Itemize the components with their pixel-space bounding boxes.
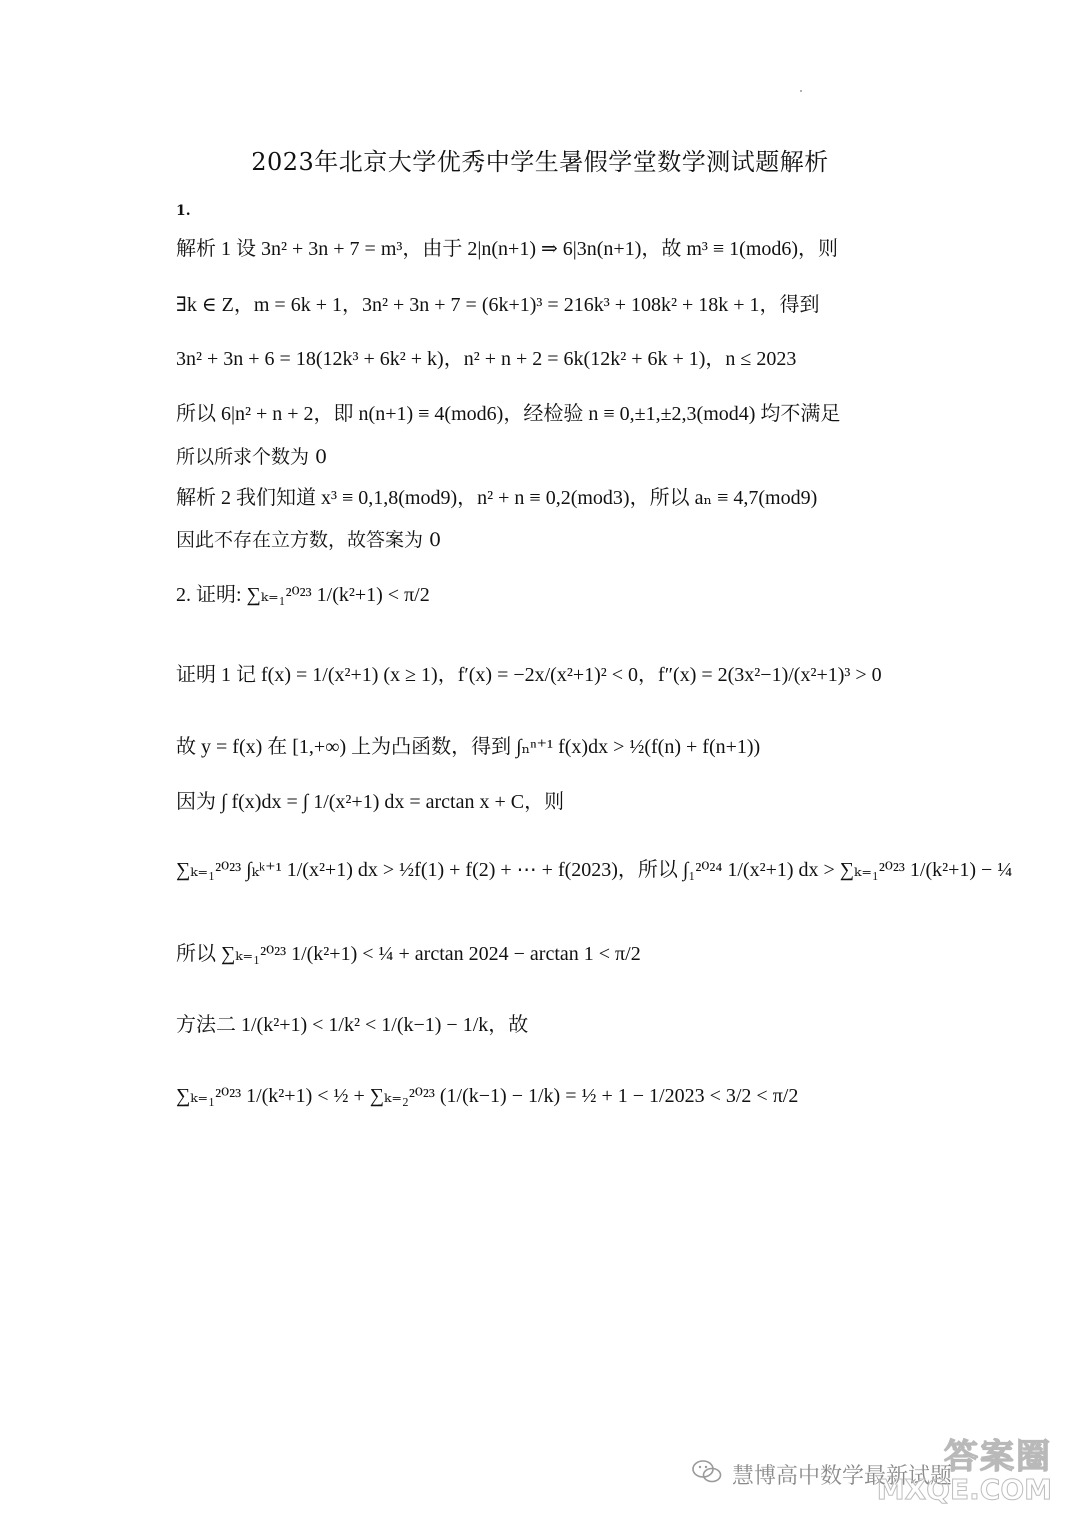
- watermark: [692, 1439, 1052, 1509]
- solution-2-line-1: 解析 2 我们知道 x³ ≡ 0,1,8(mod9)，n² + n ≡ 0,2(mod3)，所以 aₙ ≡ 4,7(mod9): [176, 487, 818, 509]
- watermark-logo-text: 答案圈: [944, 1437, 1052, 1477]
- proof-1-line-3: 因为 ∫ f(x)dx = ∫ 1/(x²+1) dx = arctan x + C，则: [176, 791, 565, 813]
- solution-2-conclusion: 因此不存在立方数，故答案为 0: [176, 529, 442, 551]
- watermark-account: 慧博高中数学最新试题: [732, 1464, 953, 1489]
- solution-1-line-3: 3n² + 3n + 6 = 18(12k³ + 6k² + k)，n² + n + 2 = 6k(12k² + 6k + 1)，n ≤ 2023: [176, 348, 797, 370]
- solution-1-conclusion: 所以所求个数为 0: [176, 446, 328, 468]
- solution-1-line-4: 所以 6|n² + n + 2，即 n(n+1) ≡ 4(mod6)，经检验 n ≡ 0,±1,±2,3(mod4) 均不满足: [176, 403, 841, 425]
- stray-dot: [800, 90, 802, 92]
- solution-1-line-1: 解析 1 设 3n² + 3n + 7 = m³，由于 2|n(n+1) ⇒ 6|3n(n+1)，故 m³ ≡ 1(mod6)，则: [176, 238, 839, 260]
- proof-1-line-4: ∑ₖ₌₁²⁰²³ ∫ₖᵏ⁺¹ 1/(x²+1) dx > ½f(1) + f(2) + ⋯ + f(2023)，所以 ∫₁²⁰²⁴ 1/(x²+1) dx > ∑ₖ₌₁²⁰²³ 1/(k²+1) − ¼: [176, 859, 1013, 881]
- method-2-line-1: 方法二 1/(k²+1) < 1/k² < 1/(k−1) − 1/k，故: [176, 1014, 529, 1036]
- page-title: 2023年北京大学优秀中学生暑假学堂数学测试题解析: [251, 148, 829, 176]
- watermark-site: MXQE.COM: [876, 1473, 1052, 1506]
- method-2-line-2: ∑ₖ₌₁²⁰²³ 1/(k²+1) < ½ + ∑ₖ₌₂²⁰²³ (1/(k−1) − 1/k) = ½ + 1 − 1/2023 < 3/2 < π/2: [176, 1085, 799, 1107]
- solution-1-line-2: ∃k ∈ Z，m = 6k + 1，3n² + 3n + 7 = (6k+1)³ = 216k³ + 108k² + 18k + 1，得到: [176, 294, 820, 316]
- problem-1-number: 1.: [176, 203, 191, 219]
- proof-1-line-2: 故 y = f(x) 在 [1,+∞) 上为凸函数，得到 ∫ₙⁿ⁺¹ f(x)dx > ½(f(n) + f(n+1)): [176, 736, 761, 758]
- wechat-icon: [692, 1459, 722, 1485]
- proof-1-line-1: 证明 1 记 f(x) = 1/(x²+1) (x ≥ 1)，f′(x) = −2x/(x²+1)² < 0，f″(x) = 2(3x²−1)/(x²+1)³ > 0: [176, 664, 882, 686]
- proof-1-line-5: 所以 ∑ₖ₌₁²⁰²³ 1/(k²+1) < ¼ + arctan 2024 − arctan 1 < π/2: [176, 943, 641, 965]
- problem-2-statement: 2. 证明: ∑ₖ₌₁²⁰²³ 1/(k²+1) < π/2: [176, 584, 430, 606]
